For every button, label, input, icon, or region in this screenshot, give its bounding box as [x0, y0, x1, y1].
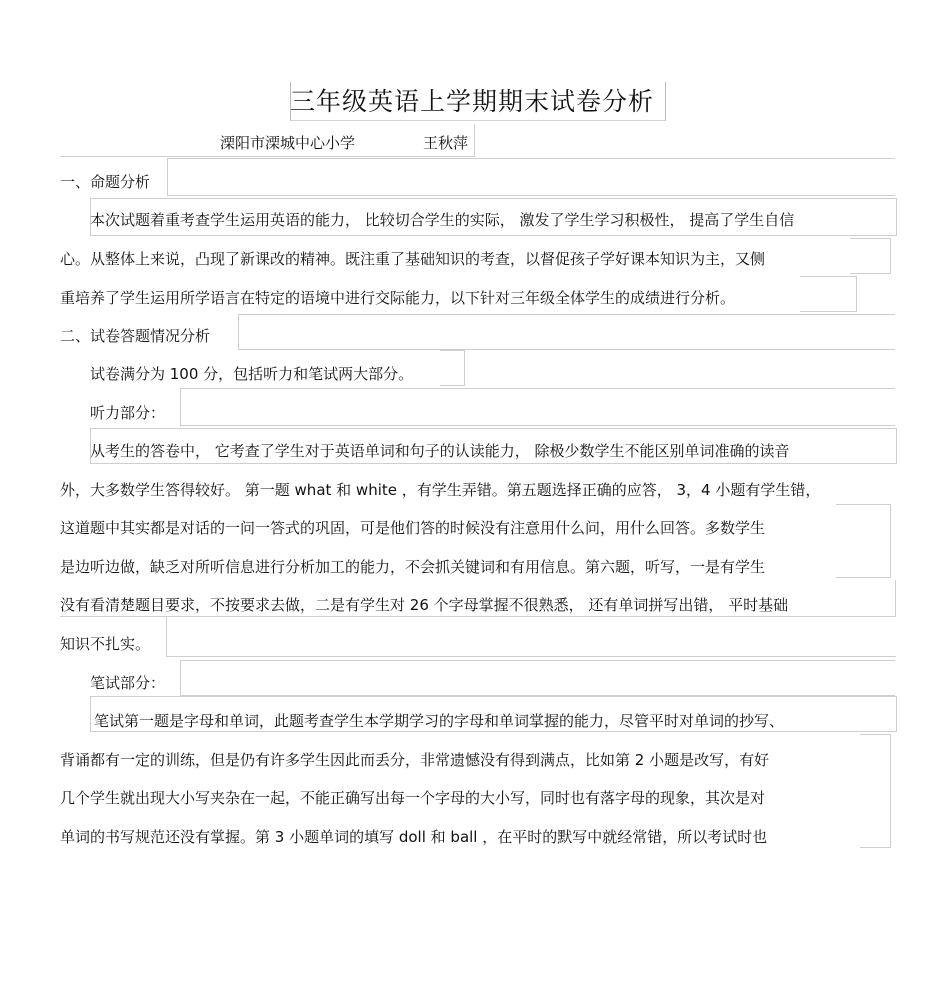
- section-heading-2: 二、试卷答题情况分析: [60, 327, 211, 345]
- heading-frame-1: [167, 158, 895, 196]
- s1-line-2: 心。从整体上来说，凸现了新课改的精神。既注重了基础知识的考查，以督促孩子学好课本知识为主，又侧: [60, 250, 766, 268]
- heading-frame-2: [238, 314, 895, 350]
- writing-heading: 笔试部分：: [90, 674, 166, 692]
- section-heading-1: 一、命题分析: [60, 173, 151, 191]
- line-frame: [860, 734, 891, 848]
- listening-line-3: 这道题中其实都是对话的一问一答式的巩固，可是他们答的时候没有注意用什么问，用什么回答。多数学生: [60, 519, 766, 537]
- line-frame: [836, 504, 891, 578]
- listening-line-6: 知识不扎实。: [60, 635, 151, 653]
- heading-frame-4: [180, 660, 895, 696]
- line-frame: [850, 238, 891, 274]
- author-school: 溧阳市溧城中心小学: [220, 134, 356, 152]
- page-title: 三年级英语上学期期末试卷分析: [290, 87, 655, 116]
- line-frame: [166, 616, 896, 657]
- writing-line-3: 几个学生就出现大小写夹杂在一起，不能正确写出每一个字母的大小写，同时也有落字母的现象，其次是对: [60, 789, 766, 807]
- s1-line-1: 本次试题着重考查学生运用英语的能力， 比较切合学生的实际， 激发了学生学习积极性， 提高了学生自信: [90, 211, 795, 229]
- line-frame: [800, 276, 857, 312]
- listening-line-4: 是边听边做，缺乏对所听信息进行分析加工的能力，不会抓关键词和有用信息。第六题，听写，一是有学生: [60, 558, 766, 576]
- total-score-line: 试卷满分为 100 分，包括听力和笔试两大部分。: [90, 365, 414, 383]
- author-name: 王秋萍: [423, 134, 469, 152]
- heading-frame-3: [180, 388, 895, 426]
- listening-line-5: 没有看清楚题目要求，不按要求去做，二是有学生对 26 个字母掌握不很熟悉， 还有单词拼写出错， 平时基础: [60, 596, 789, 614]
- line-frame: [440, 350, 465, 386]
- listening-heading: 听力部分：: [90, 404, 166, 422]
- writing-line-2: 背诵都有一定的训练，但是仍有许多学生因此而丢分，非常遗憾没有得到满点，比如第 2 小题是改写，有好: [60, 751, 770, 769]
- writing-line-4: 单词的书写规范还没有掌握。第 3 小题单词的填写 doll 和 ball ，在平时的默写中就经常错，所以考试时也: [60, 828, 768, 846]
- listening-line-1: 从考生的答卷中， 它考查了学生对于英语单词和句子的认读能力， 除极少数学生不能区别单词准确的读音: [90, 442, 790, 460]
- listening-line-2: 外，大多数学生答得较好。 第一题 what 和 white ，有学生弄错。第五题选择正确的应答， 3，4 小题有学生错，: [60, 481, 821, 499]
- s1-line-3: 重培养了学生运用所学语言在特定的语境中进行交际能力，以下针对三年级全体学生的成绩进行分析。: [60, 289, 736, 307]
- writing-line-1: 笔试第一题是字母和单词，此题考查学生本学期学习的字母和单词掌握的能力，尽管平时对单词的抄写、: [94, 712, 785, 730]
